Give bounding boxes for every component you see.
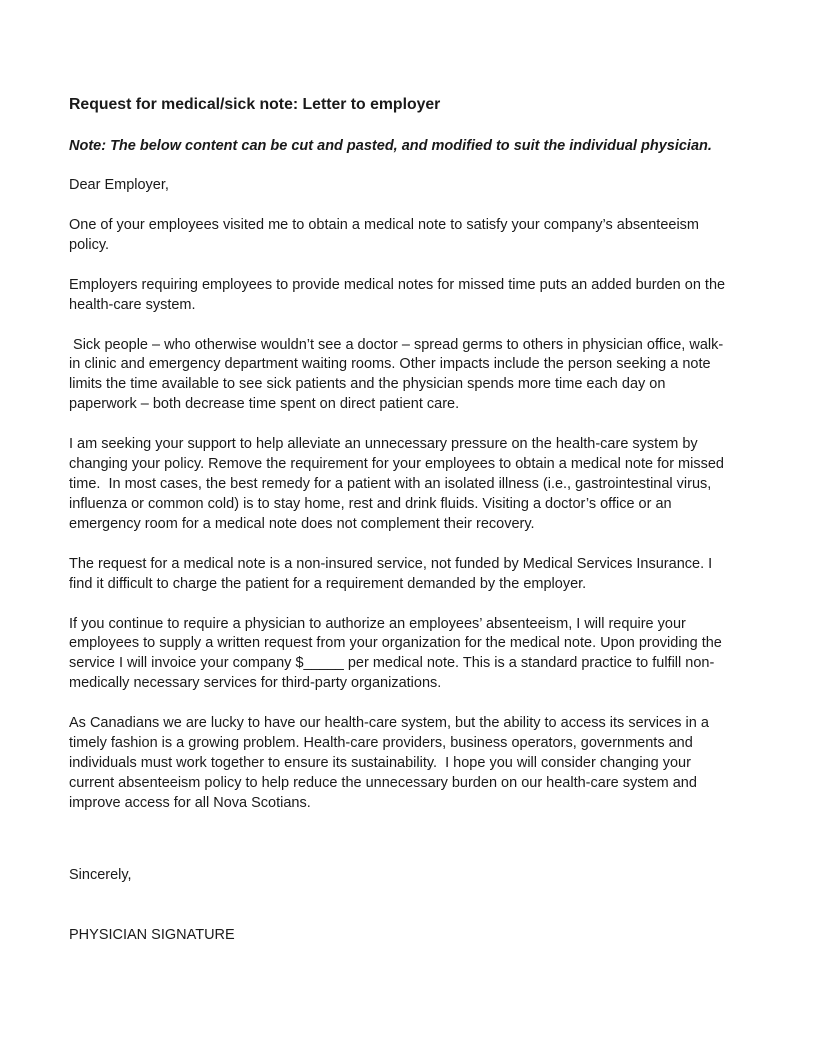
paragraph-1: One of your employees visited me to obtain a medical note to satisfy your company’s absenteeism policy. bbox=[69, 216, 704, 253]
paragraph-5: The request for a medical note is a non-insured service, not funded by Medical Services Insurance. I find it difficult to charge the patient for a requirement demanded by the employer. bbox=[69, 555, 717, 592]
closing-line: Sincerely, bbox=[69, 866, 132, 883]
signature-line: PHYSICIAN SIGNATURE bbox=[69, 926, 235, 943]
paragraph-6: If you continue to require a physician to authorize an employees’ absenteeism, I will require your employees to supply a written request from your organization for the medical note. Upon providing the service I will invoice your company $_____ per medical note. This is a standard practice to fulfill non-medically necessary services for third-party organizations. bbox=[69, 615, 726, 692]
paragraph-4: I am seeking your support to help alleviate an unnecessary pressure on the health-care system by changing your policy. Remove the requirement for your employees to obtain a medical note for missed time. In most cases, the best remedy for a patient with an isolated illness (i.e., gastrointestinal virus, influenza or common cold) is to stay home, rest and drink fluids. Visiting a doctor’s office or an emergency room for a medical note does not complement their recovery. bbox=[69, 436, 729, 532]
paragraph-2: Employers requiring employees to provide medical notes for missed time puts an added burden on the health-care system. bbox=[69, 276, 730, 313]
letter-content bbox=[69, 94, 733, 945]
salutation: Dear Employer, bbox=[69, 177, 169, 193]
paragraph-7: As Canadians we are lucky to have our health-care system, but the ability to access its services in a timely fashion is a growing problem. Health-care providers, business operators, governments and individuals must work together to ensure its sustainability. I hope you will consider changing your current absenteeism policy to help reduce the unnecessary burden on our health-care system and improve access for all Nova Scotians. bbox=[69, 715, 713, 811]
page-title: Request for medical/sick note: Letter to employer bbox=[69, 96, 441, 113]
note-line: Note: The below content can be cut and pasted, and modified to suit the individual physician. bbox=[69, 138, 712, 154]
paragraph-3: Sick people – who otherwise wouldn’t see a doctor – spread germs to others in physician office, walk-in clinic and emergency department waiting rooms. Other impacts include the person seeking a note limits the time available to see sick patients and the physician spends more time each day on paperwork – both decrease time spent on direct patient care. bbox=[69, 336, 724, 413]
